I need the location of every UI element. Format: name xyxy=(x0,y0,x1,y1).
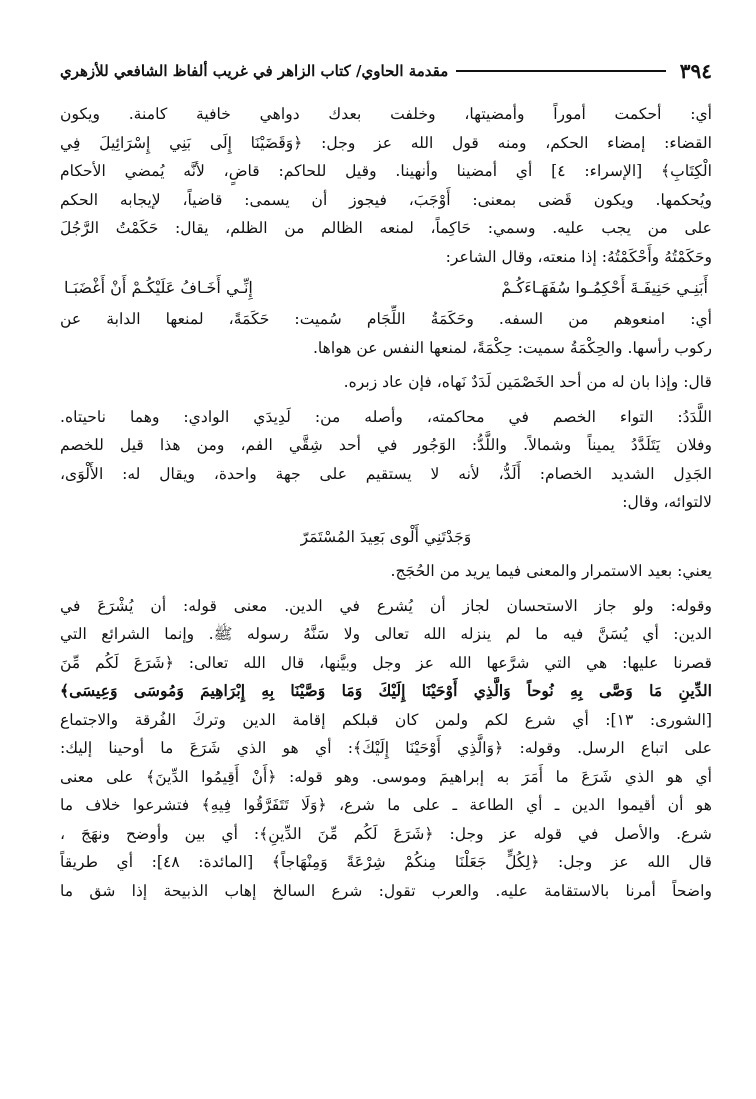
verse-hemistich-first: أَبَنِـي حَنِيفَـةَ أَحْكِمُـوا سُفَهَـاءَكُـمْ xyxy=(501,278,708,297)
text-line: اللَّدَدُ: التواء الخصم في محاكمته، وأصله من: لَدِيدَي الوادي: وهما ناحيتاه. xyxy=(60,407,712,426)
text-line: شرع. والأصل في قوله عز وجل: ﴿شَرَعَ لَكُم مِّنَ الدِّينِ﴾: أي بين وأوضح ونهَجَ ، xyxy=(60,824,712,843)
text-line: هو أن أقيموا الدين ـ أي الطاعة ـ على ما شرع، ﴿وَلَا تَتَفَرَّقُوا فِيهِ﴾ فتشرعوا خلاف ما xyxy=(60,796,712,814)
text-line: على من يجب عليه. وسمي: حَاكِماً، لمنعه الظالم من الظلم، يقال: حَكَمْتُ الرَّجُلَ xyxy=(60,219,712,237)
text-line: وحَكَمْتُهُ وأَحْكَمْتُهُ: إذا منعته، وقال الشاعر: xyxy=(445,247,712,266)
text-line: على اتباع الرسل. وقوله: ﴿وَالَّذِي أَوْحَيْنَا إِلَيْكَ﴾: أي هو الذي شَرَعَ ما أوحينا إليك: xyxy=(60,739,712,757)
text-line: واضحاً أمرنا بالاستقامة عليه. والعرب تقول: شرع السالخ إهاب الذبيحة إذا شق ما xyxy=(60,881,712,900)
header-rule xyxy=(456,70,665,72)
running-header xyxy=(60,56,712,86)
text-line: يعني: بعيد الاستمرار والمعنى فيما يريد من الحُجَج. xyxy=(390,562,712,580)
quoted-text-line: قال: وإذا بان له من أحد الخَصْمَين لَدَدٌ نَهاه، فإن عاد زبره. xyxy=(343,373,712,391)
text-line: القضاء: إمضاء الحكم، ومنه قول الله عز وجل: ﴿وَقَضَيْنَا إِلَى بَنِي إِسْرَائِيلَ فِي xyxy=(60,133,712,152)
text-line: وفلان يَتَلَدَّدُ يميناً وشمالاً. واللَّدُّ: الوَجُور في أحد شِقَّي الفم، ومن هذا قيل للخصم xyxy=(60,436,712,454)
text-line: الْكِتَابِ﴾ [الإسراء: ٤] أي أمضينا وأنهينا. وقيل للحاكم: قاضٍ، لأنَّه يُمضي الأحكام xyxy=(60,162,712,180)
text-line: وقوله: ولو جاز الاستحسان لجاز أن يُشرع في الدين. معنى قوله: أن يُشْرَعَ في xyxy=(60,596,712,615)
text-line: ويُحكمها. ويكون قَضى بمعنى: أَوْجَبَ، فيجوز أن يسمى: قاضياً، لإيجابه الحكم xyxy=(60,190,712,209)
text-line: أي: امنعوهم من السفه. وحَكَمَةُ اللِّجَام سُميت: حَكَمَةً، لمنعها الدابة عن xyxy=(60,310,712,328)
text-line: الجَدِل الشديد الخصام: أَلَدُّ، لأنه لا يستقيم على جهة واحدة، ويقال له: الأَلْوَى، xyxy=(60,464,712,483)
page-number: ٣٩٤ xyxy=(679,59,712,83)
text-line: لالتوائه، وقال: xyxy=(622,493,712,511)
text-line: الدين: أي يُسَنَّ فيه ما لم ينزله الله تعالى ولا سَنَّهُ رسوله ﷺ. وإنما الشرائع التي xyxy=(60,625,712,643)
verse-hemistich-second: إِنِّـي أَخَـافُ عَلَيْكُـمْ أَنْ أَغْضَبَـا xyxy=(64,278,253,297)
text-line: قصرنا عليها: هي التي شرَّعها الله عز وجل وبيَّنها، قال الله تعالى: ﴿شَرَعَ لَكُم مِّنَ xyxy=(60,653,712,672)
running-title: مقدمة الحاوي/ كتاب الزاهر في غريب ألفاظ الشافعي للأزهري xyxy=(60,62,449,80)
text-line: أي: أحكمت أموراً وأمضيتها، وخلفت بعدك دواهي خافية كامنة. ويكون xyxy=(60,105,712,123)
text-line: قال الله عز وجل: ﴿لِكُلٍّ جَعَلْنَا مِنكُمْ شِرْعَةً وَمِنْهَاجاً﴾ [المائدة: ٤٨]: أي طريقاً xyxy=(60,853,712,871)
poem-verse-line: وَجَدْتَنِي أَلْوى بَعِيدَ المُسْتَمَرّ xyxy=(300,527,472,546)
page-body xyxy=(60,100,712,905)
text-line: أي هو الذي شَرَعَ ما أَمَرَ به إبراهيمَ وموسى. وهو قوله: ﴿أَنْ أَقِيمُوا الدِّينَ﴾ على معنى xyxy=(60,767,712,786)
poem-verse xyxy=(60,271,712,305)
text-line: ركوب رأسها. والحِكْمَةُ سميت: حِكْمَةً، لمنعها النفس عن هواها. xyxy=(312,338,712,357)
text-line: [الشورى: ١٣]: أي شرع لكم ولمن كان قبلكم إقامة الدين وتركَ الفُرقة والاجتماع xyxy=(60,710,712,729)
quran-verse-line: الدِّينِ مَا وَصَّى بِهِ نُوحاً وَالَّذِي أَوْحَيْنَا إِلَيْكَ وَمَا وَصَّيْنَا بِهِ إِبْرَاهِيمَ وَمُوسَى وَعِيسَى﴾ xyxy=(60,681,712,700)
